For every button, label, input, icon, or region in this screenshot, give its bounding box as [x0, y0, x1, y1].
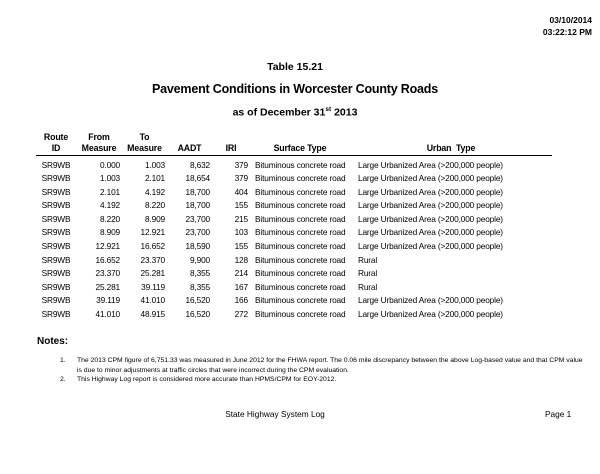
table-cell: 23.370 [140, 254, 165, 265]
notes-list [37, 356, 588, 385]
table-cell: 8,355 [189, 281, 210, 292]
note-text: This Highway Log report is considered more accurate than HPMS/CPM for EOY-2012. [77, 376, 337, 384]
table-cell: SR9WB [41, 295, 71, 306]
table-cell: SR9WB [41, 254, 71, 265]
table-cell: 2.101 [99, 186, 120, 197]
table-row [36, 240, 552, 254]
column-header [212, 132, 250, 143]
table-row [36, 308, 552, 322]
table-cell: SR9WB [41, 281, 71, 292]
table-number-heading: Table 15.21 [267, 61, 323, 73]
table-cell: 8.220 [144, 200, 165, 211]
table-cell: 23.370 [95, 268, 120, 279]
table-row [36, 186, 552, 200]
column-header: To [139, 132, 150, 142]
table-cell: 379 [234, 159, 248, 170]
table-cell: SR9WB [41, 227, 71, 238]
table-cell: Bituminous concrete road [255, 227, 346, 238]
table-cell: Large Urbanized Area (>200,000 people) [358, 227, 503, 238]
table-row [36, 172, 552, 186]
table-cell: Bituminous concrete road [255, 186, 346, 197]
table-cell: 214 [234, 268, 248, 279]
table-cell: 12.921 [140, 227, 165, 238]
page-number: Page 1 [545, 409, 572, 419]
table-cell: SR9WB [41, 268, 71, 279]
table-row [36, 226, 552, 240]
table-cell: 379 [234, 173, 248, 184]
table-cell: 25.281 [140, 268, 165, 279]
table-cell: 39.119 [96, 295, 120, 306]
table-cell: Bituminous concrete road [255, 268, 346, 279]
table-cell: 1.003 [99, 173, 120, 184]
pavement-conditions-table [36, 132, 552, 322]
table-cell: Bituminous concrete road [255, 309, 346, 320]
table-cell: Large Urbanized Area (>200,000 people) [358, 309, 503, 320]
table-cell: 8,355 [189, 268, 210, 279]
column-header: Measure [122, 143, 167, 156]
table-header [36, 132, 552, 156]
table-cell: 23,700 [185, 227, 210, 238]
table-header-row-top [36, 132, 552, 143]
column-header [250, 132, 350, 143]
table-cell: Bituminous concrete road [255, 159, 346, 170]
table-cell: 155 [234, 200, 248, 211]
table-cell: Large Urbanized Area (>200,000 people) [358, 213, 503, 224]
table-cell: 41.010 [140, 295, 165, 306]
table-cell: 23,700 [185, 213, 210, 224]
column-header: From [88, 132, 110, 142]
table-cell: 18,700 [185, 200, 210, 211]
table-cell: Large Urbanized Area (>200,000 people) [358, 241, 503, 252]
table-cell: 272 [234, 309, 248, 320]
column-header [167, 132, 212, 143]
table-row [36, 254, 552, 268]
notes-heading: Notes: [37, 336, 69, 347]
table-cell: 8.909 [144, 213, 165, 224]
table-cell: SR9WB [41, 309, 71, 320]
table-cell: Rural [358, 281, 378, 292]
table-cell: 9,900 [189, 254, 210, 265]
footer-document-name: State Highway System Log [225, 409, 325, 419]
table-cell: 18,700 [185, 186, 210, 197]
table-row [36, 294, 552, 308]
table-cell: 4.192 [99, 200, 120, 211]
table-cell: 48.915 [140, 309, 165, 320]
table-cell: 16.652 [95, 254, 120, 265]
table-cell: Rural [358, 268, 378, 279]
table-cell: 18,590 [185, 241, 210, 252]
table-row [36, 156, 552, 173]
table-cell: SR9WB [41, 159, 71, 170]
column-header: IRI [212, 143, 250, 156]
table-cell: 166 [234, 295, 248, 306]
column-header: AADT [167, 143, 212, 156]
note-number: 1. [60, 357, 66, 364]
table-cell: 8.909 [99, 227, 120, 238]
print-time: 03:22:12 PM [542, 26, 592, 37]
print-date: 03/10/2014 [549, 15, 592, 25]
table-row [36, 267, 552, 281]
table-cell: 8,632 [189, 159, 210, 170]
table-cell: 16,520 [185, 295, 210, 306]
table-cell: 41.010 [95, 309, 120, 320]
table-cell: Bituminous concrete road [255, 281, 346, 292]
note-item [60, 356, 588, 375]
table-cell: SR9WB [41, 173, 71, 184]
table-cell: 155 [234, 241, 248, 252]
note-number: 2. [60, 376, 66, 384]
table-header-row-bottom [36, 143, 552, 156]
table-cell: 39.119 [141, 281, 165, 292]
table-cell: 4.192 [144, 186, 165, 197]
column-header [350, 132, 552, 143]
column-header: Urban Type [350, 143, 552, 156]
table-cell: 2.101 [144, 173, 165, 184]
subtitle-suffix: 2013 [331, 106, 358, 119]
document-subtitle [0, 106, 590, 119]
notes-section [37, 336, 588, 385]
table-cell: Bituminous concrete road [255, 254, 346, 265]
table-cell: Large Urbanized Area (>200,000 people) [358, 295, 503, 306]
table-cell: 8.220 [99, 213, 120, 224]
table-cell: 0.000 [99, 159, 120, 170]
table-cell: 18,654 [185, 173, 210, 184]
table-cell: Rural [358, 254, 378, 265]
table-cell: 12.921 [95, 241, 120, 252]
table-cell: SR9WB [41, 200, 71, 211]
table-cell: Bituminous concrete road [255, 295, 346, 306]
table-cell: 16,520 [185, 309, 210, 320]
table-cell: SR9WB [41, 213, 71, 224]
table-cell: 16.652 [140, 241, 165, 252]
column-header: Route [43, 132, 69, 142]
table-row [36, 213, 552, 227]
table-cell: 1.003 [144, 159, 165, 170]
table-cell: Bituminous concrete road [255, 200, 346, 211]
table-cell: 128 [234, 254, 248, 265]
table-cell: Bituminous concrete road [255, 173, 346, 184]
table-cell: 103 [234, 227, 248, 238]
table-cell: 25.281 [95, 281, 120, 292]
table-cell: 215 [234, 213, 248, 224]
subtitle-ordinal: st [325, 106, 332, 113]
document-title: Pavement Conditions in Worcester County Roads [152, 82, 438, 96]
column-header: Measure [76, 143, 122, 156]
note-item [60, 375, 588, 385]
note-text: The 2013 CPM figure of 6,751.33 was measured in June 2012 for the FHWA report. The 0.06 mile discrepancy between the above Log-based value and that CPM value is due to minor adjustments at traffic circles that were incorrect during the CPM evaluation. [77, 357, 583, 374]
table-row [36, 281, 552, 295]
table-cell: 404 [234, 186, 248, 197]
table-cell: SR9WB [41, 241, 71, 252]
table-cell: 167 [234, 281, 248, 292]
table-cell: SR9WB [41, 186, 71, 197]
table-cell: Large Urbanized Area (>200,000 people) [358, 186, 503, 197]
table-cell: Bituminous concrete road [255, 213, 346, 224]
table-row [36, 199, 552, 213]
column-header: ID [36, 143, 76, 156]
column-header: Surface Type [250, 143, 350, 156]
table-cell: Large Urbanized Area (>200,000 people) [358, 159, 503, 170]
print-timestamp [543, 15, 592, 39]
table-body [36, 156, 552, 322]
table-cell: Large Urbanized Area (>200,000 people) [358, 173, 503, 184]
table-cell: Bituminous concrete road [255, 241, 346, 252]
table-cell: Large Urbanized Area (>200,000 people) [358, 200, 503, 211]
subtitle-prefix: as of December 31 [232, 106, 326, 119]
